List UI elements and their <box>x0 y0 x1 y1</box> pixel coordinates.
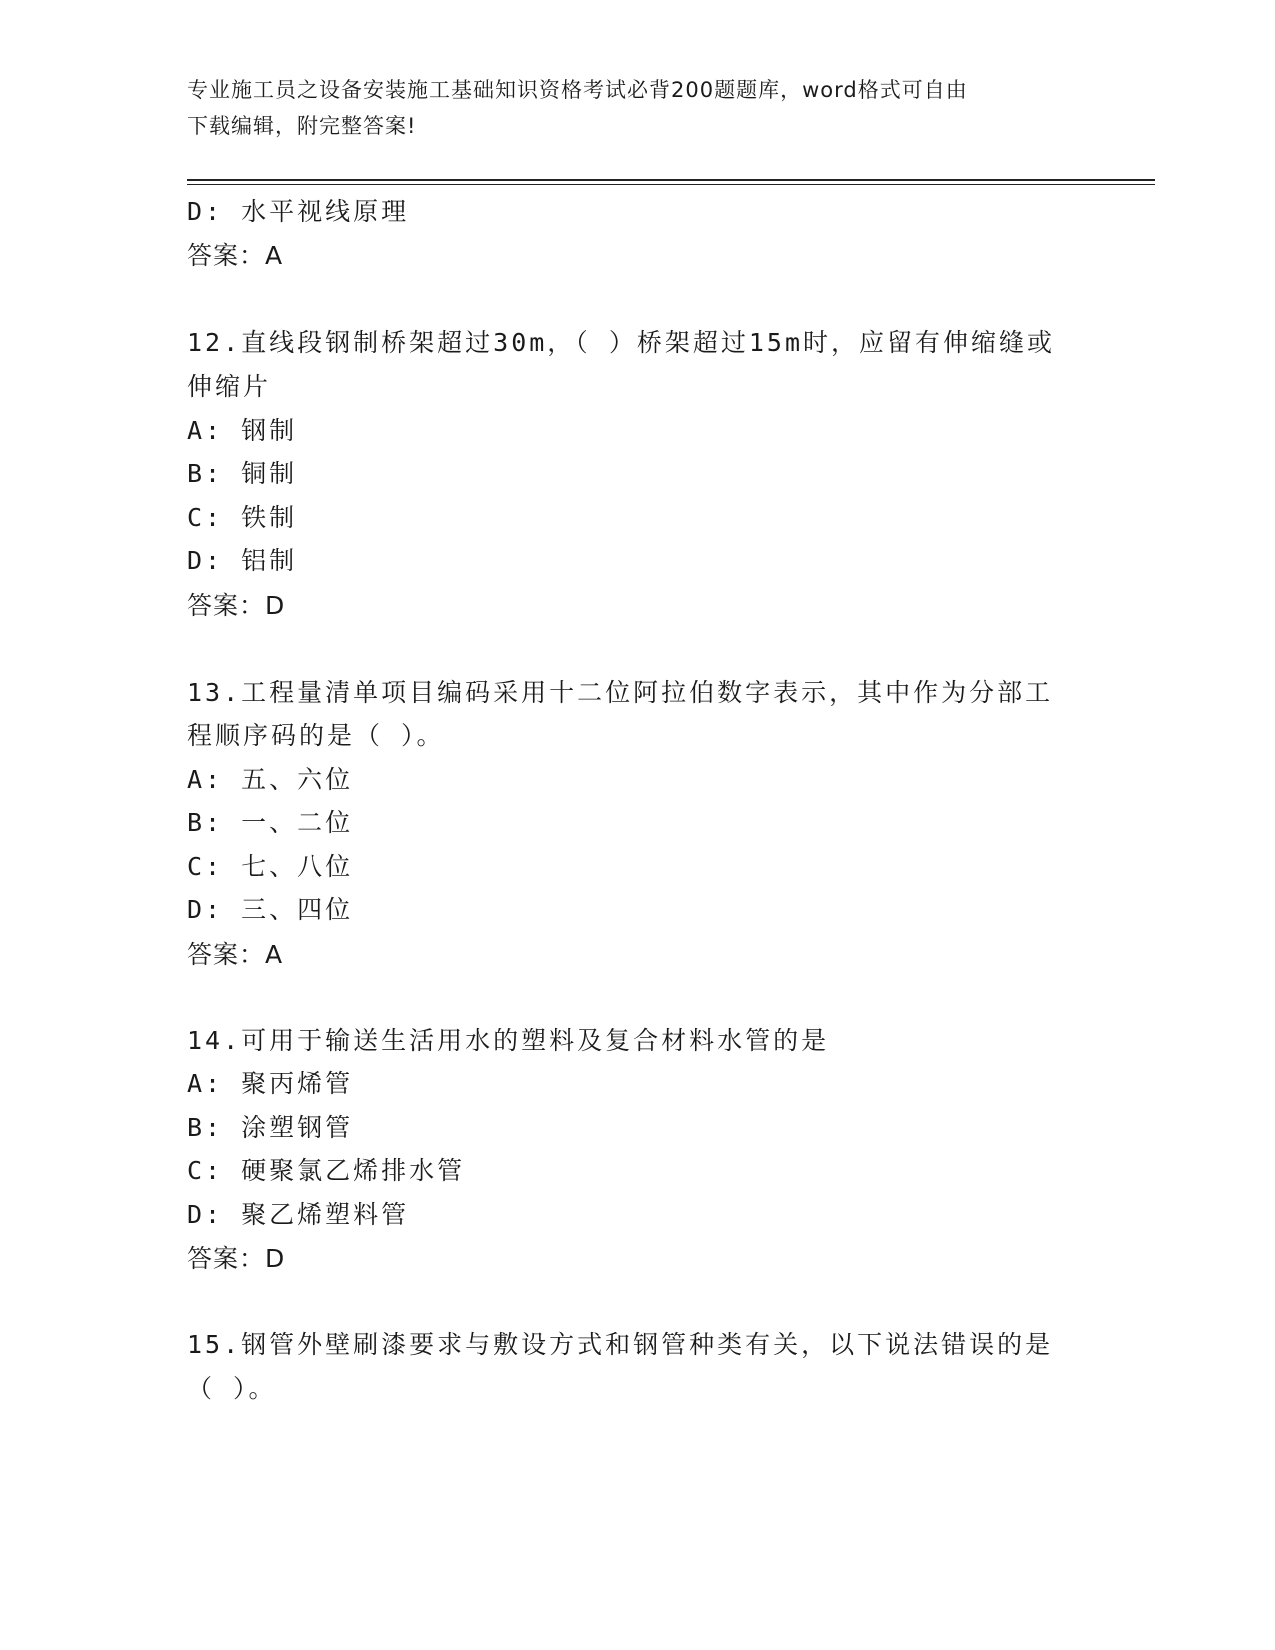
prev-option-d: D: 水平视线原理 <box>187 197 410 226</box>
q12-option-c: C: 铁制 <box>187 503 298 532</box>
q12-stem-line-2: 伸缩片 <box>187 372 272 401</box>
prev-answer: 答案：A <box>187 241 284 270</box>
header-rule-thick <box>187 179 1155 181</box>
q14-option-b: B: 涂塑钢管 <box>187 1113 354 1142</box>
q13-option-d: D: 三、四位 <box>187 895 354 924</box>
q14-option-a: A: 聚丙烯管 <box>187 1069 354 1098</box>
q13-option-b: B: 一、二位 <box>187 808 354 837</box>
q13-stem-line-1: 13.工程量清单项目编码采用十二位阿拉伯数字表示，其中作为分部工 <box>187 678 1054 707</box>
q14-answer: 答案：D <box>187 1244 286 1273</box>
header-rule-thin <box>187 184 1155 185</box>
q14-option-d: D: 聚乙烯塑料管 <box>187 1200 410 1229</box>
q14-stem-line-1: 14.可用于输送生活用水的塑料及复合材料水管的是 <box>187 1026 830 1055</box>
q12-answer: 答案：D <box>187 591 286 620</box>
q12-option-d: D: 铝制 <box>187 546 298 575</box>
q13-option-a: A: 五、六位 <box>187 765 354 794</box>
q12-option-b: B: 铜制 <box>187 459 298 488</box>
document-header <box>187 72 1067 144</box>
header-line-2: 下载编辑，附完整答案! <box>187 114 417 138</box>
q13-answer: 答案：A <box>187 940 284 969</box>
q12-stem-line-1: 12.直线段钢制桥架超过30m，（ ）桥架超过15m时，应留有伸缩缝或 <box>187 328 1056 357</box>
q13-stem-line-2: 程顺序码的是（ ）。 <box>187 721 445 750</box>
q14-option-c: C: 硬聚氯乙烯排水管 <box>187 1156 466 1185</box>
q15-stem-line-1: 15.钢管外壁刷漆要求与敷设方式和钢管种类有关，以下说法错误的是 <box>187 1330 1054 1359</box>
q15-stem-line-2: （ ）。 <box>187 1374 277 1403</box>
header-line-1: 专业施工员之设备安装施工基础知识资格考试必背200题题库，word格式可自由 <box>187 78 968 102</box>
q13-option-c: C: 七、八位 <box>187 852 354 881</box>
q12-option-a: A: 钢制 <box>187 416 298 445</box>
